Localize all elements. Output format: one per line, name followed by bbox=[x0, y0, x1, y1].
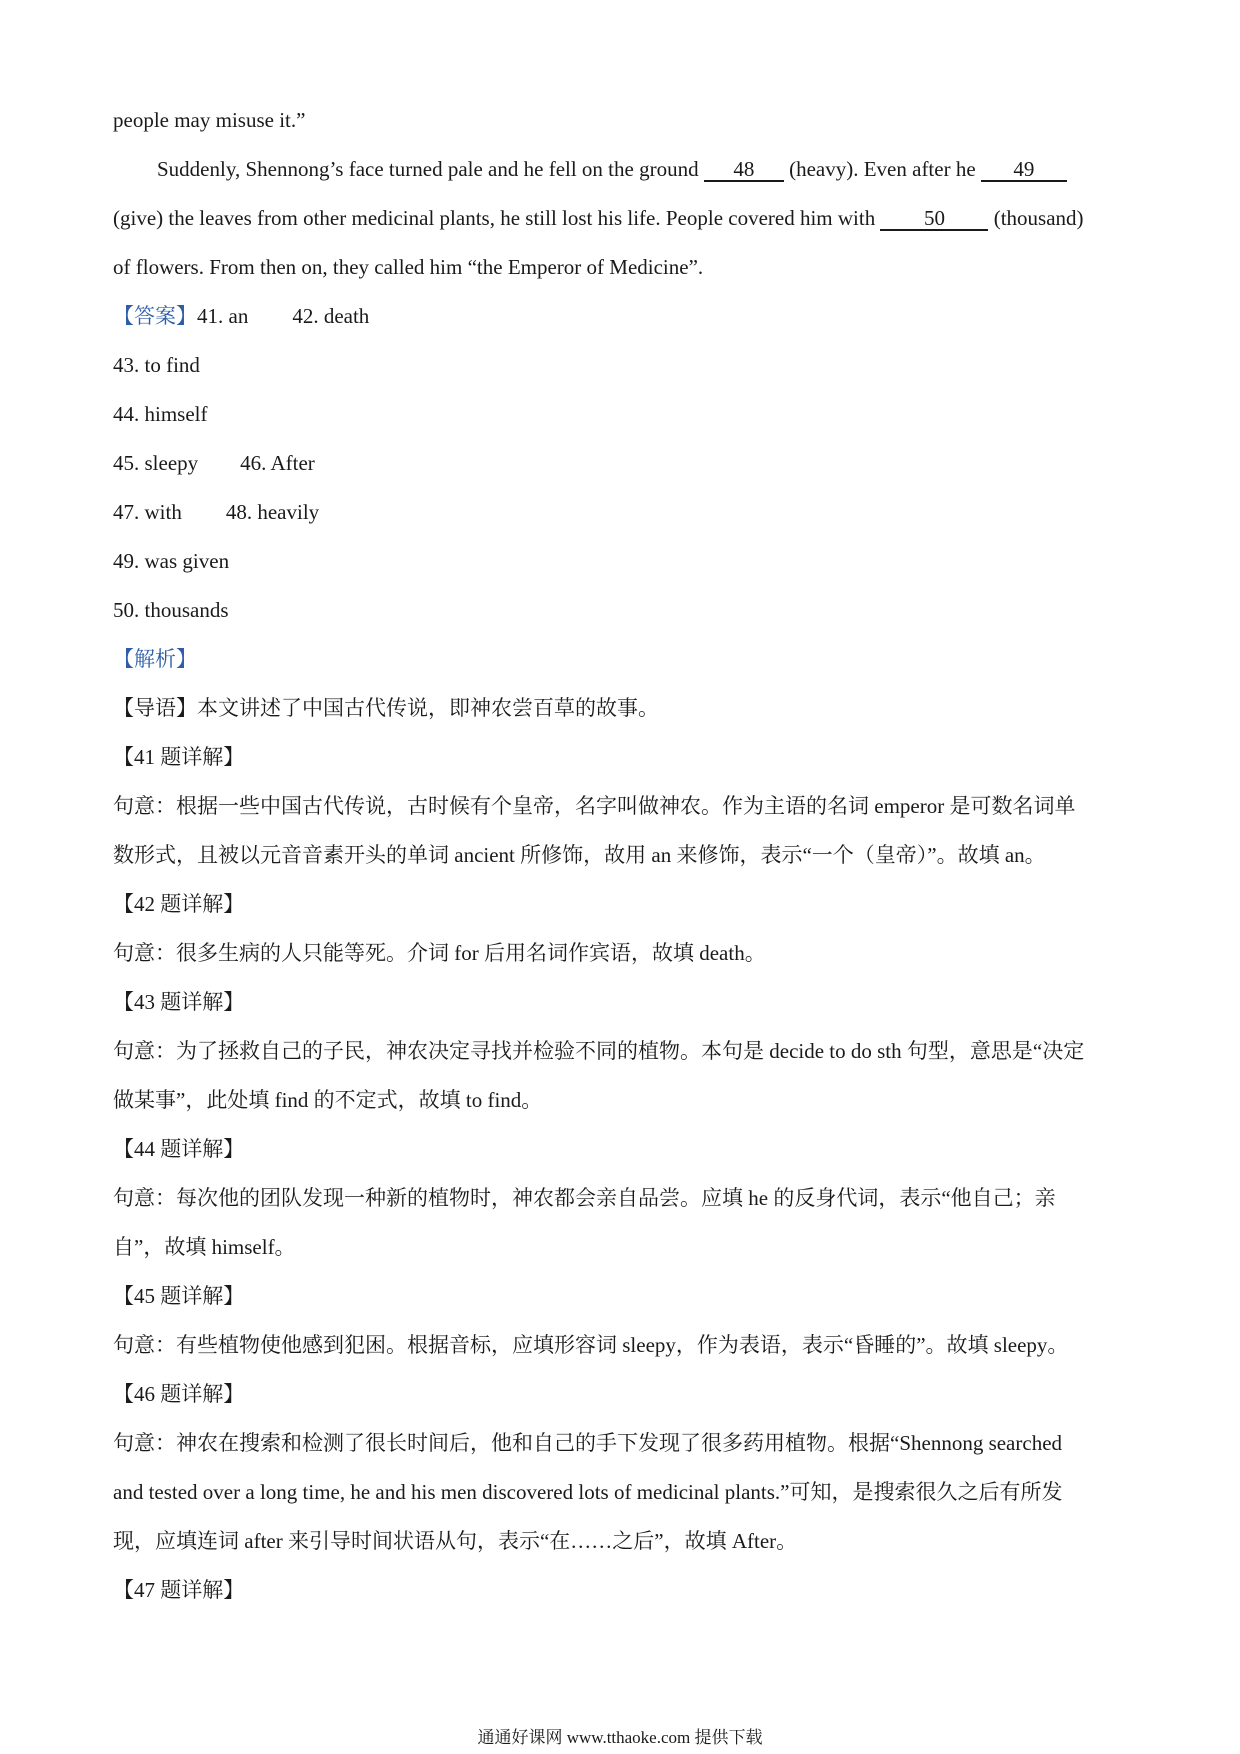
explain-text: 自”，故填 himself。 bbox=[113, 1235, 296, 1259]
explain-44-1 bbox=[113, 1184, 1056, 1212]
explain-text: 句意：根据一些中国古代传说，古时候有个皇帝，名字叫做神农。作为主语的名词 emperor 是可数名词单 bbox=[113, 794, 1076, 818]
passage-line-2 bbox=[157, 155, 1067, 183]
answer-line-3 bbox=[113, 400, 208, 428]
heading-47 bbox=[113, 1576, 244, 1604]
answer-line-5 bbox=[113, 498, 319, 526]
answer-line-7 bbox=[113, 596, 229, 624]
passage-text: (thousand) bbox=[993, 206, 1084, 230]
explain-42-1 bbox=[113, 939, 766, 967]
explain-44-2 bbox=[113, 1233, 296, 1261]
question-heading: 【47 题详解】 bbox=[113, 1578, 245, 1602]
page-footer: 通通好课网 www.tthaoke.com 提供下载 bbox=[477, 1728, 763, 1747]
explain-43-2 bbox=[113, 1086, 542, 1114]
answer-line-1 bbox=[113, 302, 369, 330]
blank-49: 49 bbox=[981, 158, 1067, 182]
explain-text: 现，应填连词 after 来引导时间状语从句，表示“在……之后”，故填 After。 bbox=[113, 1529, 798, 1553]
answer-line-6 bbox=[113, 547, 229, 575]
answer-line-2 bbox=[113, 351, 200, 379]
passage-text: (give) the leaves from other medicinal plants, he still lost his life. People covered him with bbox=[113, 206, 876, 230]
heading-46 bbox=[113, 1380, 244, 1408]
passage-line-1 bbox=[113, 106, 305, 134]
question-heading: 【45 题详解】 bbox=[113, 1284, 245, 1308]
heading-45 bbox=[113, 1282, 244, 1310]
question-heading: 【46 题详解】 bbox=[113, 1382, 245, 1406]
heading-43 bbox=[113, 988, 244, 1016]
answer-line-4 bbox=[113, 449, 315, 477]
heading-44 bbox=[113, 1135, 244, 1163]
explain-41-2 bbox=[113, 841, 1046, 869]
passage-line-3 bbox=[113, 204, 1084, 232]
passage-text: of flowers. From then on, they called him “the Emperor of Medicine”. bbox=[113, 255, 704, 279]
explain-text: 数形式，且被以元音音素开头的单词 ancient 所修饰，故用 an 来修饰，表示“一个（皇帝）”。故填 an。 bbox=[113, 843, 1046, 867]
answer-45: 45. sleepy bbox=[113, 451, 199, 475]
answer-48: 48. heavily bbox=[225, 500, 320, 524]
passage-line-4 bbox=[113, 253, 703, 281]
explain-46-1 bbox=[113, 1429, 1062, 1457]
explain-text: 句意：为了拯救自己的子民，神农决定寻找并检验不同的植物。本句是 decide to do sth 句型，意思是“决定 bbox=[113, 1039, 1085, 1063]
answer-41: 41. an bbox=[197, 304, 249, 328]
answer-42: 42. death bbox=[292, 304, 370, 328]
analysis-label: 【解析】 bbox=[113, 647, 197, 671]
answer-label: 【答案】 bbox=[113, 304, 197, 328]
blank-50: 50 bbox=[880, 207, 988, 231]
explain-43-1 bbox=[113, 1037, 1084, 1065]
heading-41 bbox=[113, 743, 244, 771]
analysis-intro bbox=[113, 694, 659, 722]
heading-42 bbox=[113, 890, 244, 918]
answer-47: 47. with bbox=[113, 500, 182, 524]
answer-43: 43. to find bbox=[113, 353, 200, 377]
question-heading: 【42 题详解】 bbox=[113, 892, 245, 916]
explain-46-3 bbox=[113, 1527, 797, 1555]
answer-46: 46. After bbox=[240, 451, 315, 475]
question-heading: 【43 题详解】 bbox=[113, 990, 245, 1014]
answer-49: 49. was given bbox=[113, 549, 230, 573]
explain-46-2 bbox=[113, 1478, 1062, 1506]
explain-text: 句意：神农在搜索和检测了很长时间后，他和自己的手下发现了很多药用植物。根据“Shennong searched bbox=[113, 1431, 1063, 1455]
passage-text: Suddenly, Shennong’s face turned pale and he fell on the ground bbox=[157, 157, 699, 181]
question-heading: 【41 题详解】 bbox=[113, 745, 245, 769]
answer-44: 44. himself bbox=[113, 402, 208, 426]
question-heading: 【44 题详解】 bbox=[113, 1137, 245, 1161]
explain-45-1 bbox=[113, 1331, 1068, 1359]
passage-text: people may misuse it.” bbox=[113, 108, 306, 132]
explain-text: 句意：每次他的团队发现一种新的植物时，神农都会亲自品尝。应填 he 的反身代词，表示“他自己；亲 bbox=[113, 1186, 1056, 1210]
explain-text: and tested over a long time, he and his men discovered lots of medicinal plants.”可知，是搜索很久之后有所发 bbox=[113, 1480, 1063, 1504]
explain-41-1 bbox=[113, 792, 1075, 820]
answer-50: 50. thousands bbox=[113, 598, 229, 622]
explain-text: 做某事”，此处填 find 的不定式，故填 to find。 bbox=[113, 1088, 543, 1112]
explain-text: 句意：有些植物使他感到犯困。根据音标，应填形容词 sleepy，作为表语，表示“昏睡的”。故填 sleepy。 bbox=[113, 1333, 1069, 1357]
intro-text: 【导语】本文讲述了中国古代传说，即神农尝百草的故事。 bbox=[113, 696, 659, 720]
passage-text: (heavy). Even after he bbox=[789, 157, 976, 181]
explain-text: 句意：很多生病的人只能等死。介词 for 后用名词作宾语，故填 death。 bbox=[113, 941, 766, 965]
analysis-heading bbox=[113, 645, 197, 673]
blank-48: 48 bbox=[704, 158, 784, 182]
